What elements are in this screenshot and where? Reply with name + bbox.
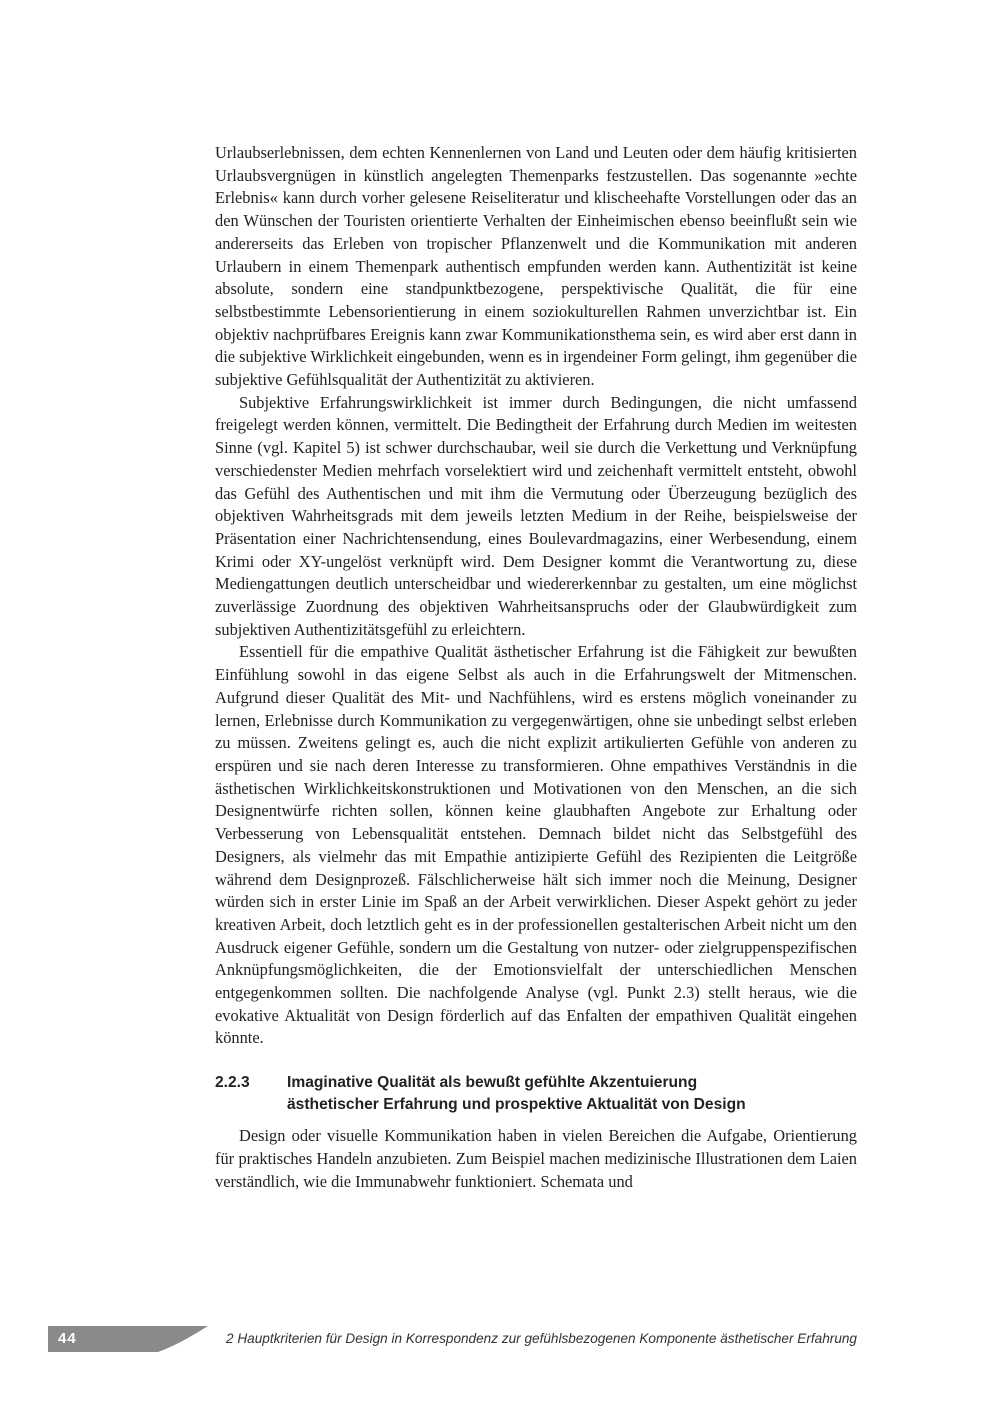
paragraph-4: Design oder visuelle Kommunikation haben in vielen Bereichen die Aufgabe, Orientierung für praktisches Handeln anzubieten. Zum Beispiel machen medizinische Illustrationen dem Laien verständlich, wie die Immunabwehr funktioniert. Schemata und xyxy=(215,1126,857,1191)
paragraph-3: Essentiell für die empathive Qualität ästhetischer Erfahrung ist die Fähigkeit zur bewußten Einfühlung sowohl in das eigene Selbst als auch in die Erfahrungswelt der Mitmenschen. Aufgrund dieser Qualität des Mit- und Nachfühlens, wird es erstens möglich voneinander zu lernen, Erlebnisse durch Kommunikation zu vergegenwärtigen, ohne sie unbedingt selbst erleben zu müssen. Zweitens gelingt es, auch die nicht explizit artikulierten Gefühle von anderen zu erspüren und sie nach deren Interesse zu transformieren. Ohne empathives Verständnis in die ästhetischen Wirklichkeitskonstruktionen und Motivationen von den Menschen, an die sich Designentwürfe richten sollen, können keine glaubhaften Angebote zur Erhaltung oder Verbesserung von Lebensqualität entstehen. Demnach bildet nicht das Selbstgefühl des Designers, als vielmehr das mit Empathie antizipierte Gefühl des Rezipienten die Leitgröße während dem Designprozeß. Fälschlicherweise hält sich immer noch die Meinung, Designer würden sich in erster Linie im Spaß an der Arbeit verwirklichen. Dieser Aspekt gehört zu jeder kreativen Arbeit, doch letztlich geht es in der professionellen gestalterischen Arbeit nicht um den Ausdruck eigener Gefühle, sondern um die Gestaltung von nutzer- oder zielgruppenspezifischen Anknüpfungsmöglichkeiten, die der Emotionsvielfalt der unterschiedlichen Menschen entgegenkommen sollten. Die nachfolgende Analyse (vgl. Punkt 2.3) stellt heraus, wie die evokative Aktualität von Design förderlich auf das Enfalten der empathiven Qualität eingehen könnte. xyxy=(215,642,857,1048)
section-title-line-2: ästhetischer Erfahrung und prospektive Aktualität von Design xyxy=(287,1096,746,1114)
paragraph-2: Subjektive Erfahrungswirklichkeit ist immer durch Bedingungen, die nicht umfassend freigelegt werden können, vermittelt. Die Bedingtheit der Erfahrung durch Medien im weitesten Sinne (vgl. Kapitel 5) ist schwer durchschaubar, weil sie durch die Verkettung und Verknüpfung verschiedenster Medien mehrfach vorselektiert wird und zeichenhaft vermittelt entsteht, obwohl das Gefühl des Authentischen und mit ihm die Vermutung oder Überzeugung bezüglich des objektiven Wahrheitsgrads mit dem jeweils letzten Medium in der Reihe, beispielsweise der Präsentation einer Nachrichtensendung, eines Boulevardmagazins, einer Werbesendung, einem Krimi oder XY-ungelöst verknüpft wird. Dem Designer kommt die Verantwortung zu, diese Mediengattungen deutlich unterscheidbar und wiedererkennbar zu gestalten, um eine möglichst zuverlässige Zuordnung des objektiven Wahrheitsanspruchs oder der Glaubwürdigkeit zum subjektiven Authentizitätsgefühl zu erleichtern. xyxy=(215,392,857,639)
body-text xyxy=(215,142,857,1193)
section-title-line-1: Imaginative Qualität als bewußt gefühlte Akzentuierung xyxy=(287,1074,698,1092)
page-footer xyxy=(0,1322,1000,1358)
paragraph-1: Urlaubserlebnissen, dem echten Kennenlernen von Land und Leuten oder dem häufig kritisierten Urlaubsvergnügen in künstlich angelegten Themenparks festzustellen. Das sogenannte »echte Erlebnis« kann durch vorher gelesene Reiseliteratur und klischeehafte Vorstellungen oder das an den Wünschen der Touristen orientierte Verhalten der Einheimischen ebenso beeinflußt sein wie andererseits das Erleben von tropischer Pflanzenwelt und die Kommunikation mit anderen Urlaubern in einem Themenpark authentisch empfunden werden kann. Authentizität ist keine absolute, sondern eine standpunktbezogene, perspektivische Qualität, die für eine selbstbestimmte Lebensorientierung in einem soziokulturellen Rahmen unverzichtbar ist. Ein objektiv nachprüfbares Ereignis kann zwar Kommunikationsthema sein, es wird aber erst dann in die subjektive Wirklichkeit eingebunden, wenn es in irgendeiner Form gelingt, ihm gegenüber die subjektive Gefühlsqualität der Authentizität zu aktivieren. xyxy=(215,143,857,390)
section-number: 2.2.3 xyxy=(215,1074,250,1092)
section-heading xyxy=(215,1072,857,1116)
running-title: 2 Hauptkriterien für Design in Korrespondenz zur gefühlsbezogenen Komponente ästhetischer Erfahrung xyxy=(226,1331,857,1346)
page-number: 44 xyxy=(58,1330,77,1347)
section-title xyxy=(287,1072,857,1116)
